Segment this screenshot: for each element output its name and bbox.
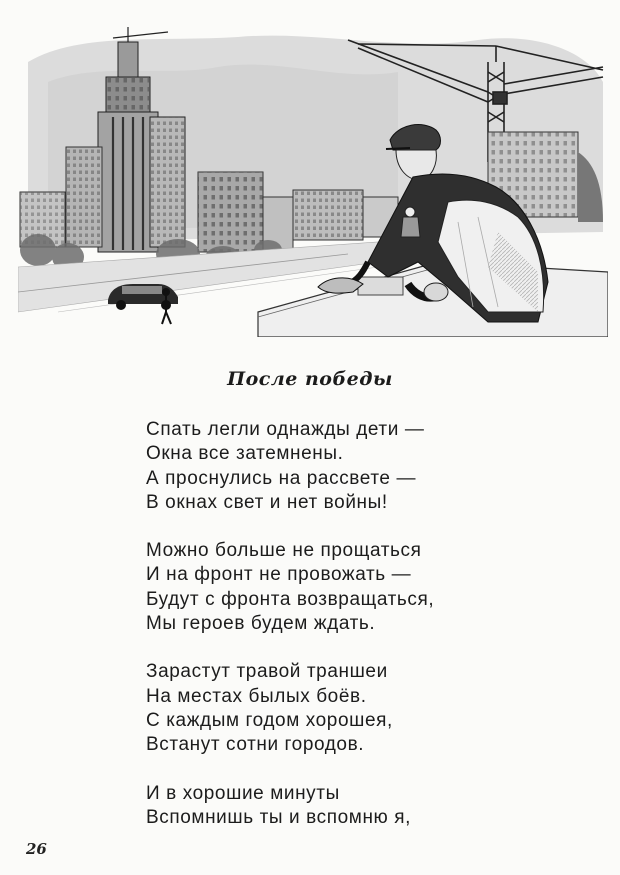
car-icon <box>108 284 178 310</box>
page-number: 26 <box>26 840 47 858</box>
poem-line: Вспомнишь ты и вспомню я, <box>146 806 412 828</box>
poem-line: В окнах свет и нет войны! <box>146 491 388 513</box>
poem-line: И в хорошие минуты <box>146 782 340 804</box>
poem-line: Зарастут травой траншеи <box>146 661 388 683</box>
poem-line: А проснулись на рассвете — <box>146 467 417 489</box>
poem-title: После победы <box>227 368 393 390</box>
poem-line: И на фронт не провожать — <box>146 564 412 586</box>
poem-line: Спать легли однажды дети — <box>146 419 425 440</box>
poem-body <box>146 418 566 854</box>
poem-line: Будут с фронта возвращаться, <box>146 588 435 610</box>
stanza-1 <box>146 418 566 515</box>
poem-line: Мы героев будем ждать. <box>146 613 376 635</box>
illustration-city-construction <box>18 22 608 337</box>
stanza-2 <box>146 539 566 636</box>
stanza-3 <box>146 660 566 757</box>
poem-line: Можно больше не прощаться <box>146 540 422 562</box>
poem-line: С каждым годом хорошея, <box>146 709 393 731</box>
poem-line: Окна все затемнены. <box>146 443 344 465</box>
stanza-4 <box>146 782 566 831</box>
poem-line: Встанут сотни городов. <box>146 734 365 756</box>
poem-line: На местах былых боёв. <box>146 685 367 707</box>
